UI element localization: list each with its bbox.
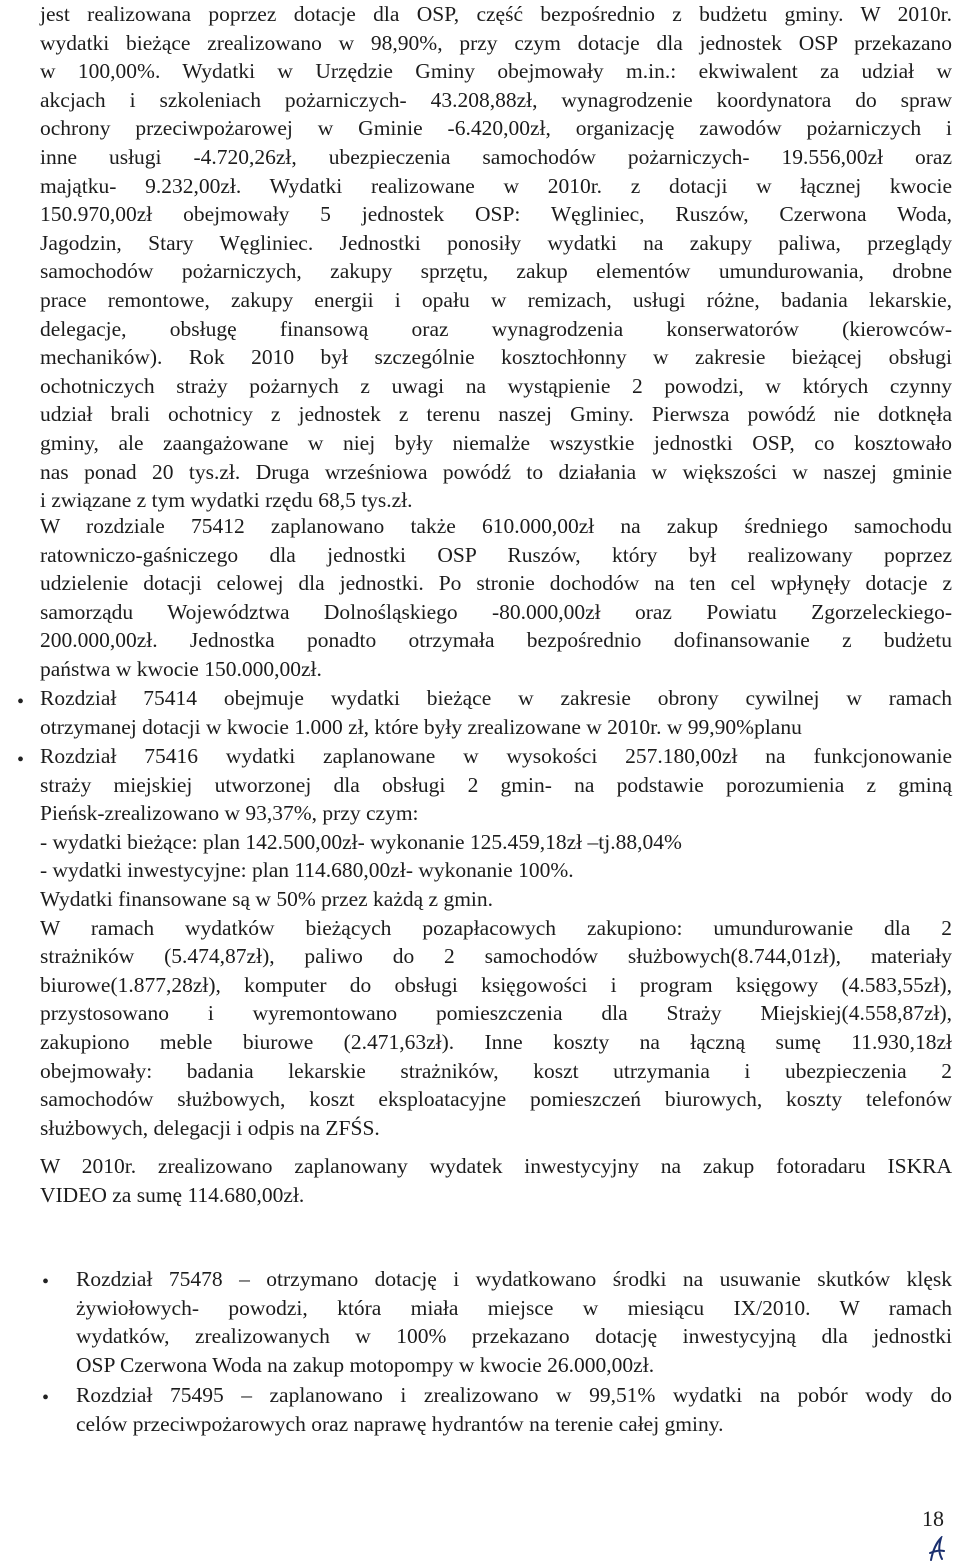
bullet-icon: • (17, 691, 25, 713)
text-line: służbowych, delegacji i odpis na ZFŚS. (40, 1115, 380, 1140)
bullet-icon: • (17, 749, 25, 771)
paragraph-rozdzial-75412 (40, 512, 952, 684)
text-line: przystosowano i wyremontowano pomieszczenia dla Straży Miejskiej(4.558,87zł), (40, 1001, 952, 1026)
text-line: biurowe(1.877,28zł), komputer do obsługi księgowości i program księgowy (4.583,55zł), (40, 972, 952, 997)
text-line: ochrony przeciwpożarowej w Gminie -6.420,00zł, organizację zawodów pożarniczych i (40, 116, 952, 141)
text-line: Rozdział 75416 wydatki zaplanowane w wysokości 257.180,00zł na funkcjonowanie (40, 744, 952, 768)
text-line: otrzymanej dotacji w kwocie 1.000 zł, które były zrealizowane w 2010r. w 99,90%planu (40, 714, 802, 739)
text-line: 200.000,00zł. Jednostka ponadto otrzymała bezpośrednio dofinansowanie z budżetu (40, 628, 952, 653)
text-line: samorządu Województwa Dolnośląskiego -80.000,00zł oraz Powiatu Zgorzeleckiego- (40, 599, 952, 624)
bullet-icon: • (42, 1387, 50, 1409)
text-line: wydatków, zrealizowanych w 100% przekazano dotację inwestycyjną dla jednostki (76, 1324, 952, 1349)
text-line: zakupiono meble biurowe (2.471,63zł). Inne koszty na łączną sumę 11.930,18zł (40, 1029, 952, 1054)
signature-mark-icon (926, 1536, 946, 1561)
text-line: Rozdział 75414 obejmuje wydatki bieżące w zakresie obrony cywilnej w ramach (40, 686, 952, 710)
text-line: W rozdziale 75412 zaplanowano także 610.000,00zł na zakup średniego samochodu (40, 514, 952, 538)
text-line: delegacje, obsługę finansową oraz wynagrodzenia konserwatorów (kierowców- (40, 316, 952, 341)
text-line: gminy, ale zaangażowane w niej były niemalże wszystkie jednostki OSP, co kosztowało (40, 430, 952, 455)
text-line: celów przeciwpożarowych oraz naprawę hydrantów na terenie całej gminy. (76, 1411, 724, 1436)
text-line: straży miejskiej utworzonej dla obsługi 2 gmin- na podstawie porozumienia z gminą (40, 772, 952, 797)
text-line: ratowniczo-gaśniczego dla jednostki OSP Ruszów, który był realizowany poprzez (40, 542, 952, 567)
text-line: wydatki bieżące zrealizowano w 98,90%, przy czym dotacje dla jednostek OSP przekazano (40, 30, 952, 55)
text-line: OSP Czerwona Woda na zakup motopompy w kwocie 26.000,00zł. (76, 1352, 655, 1377)
text-line: jest realizowana poprzez dotacje dla OSP, część bezpośrednio z budżetu gminy. W 2010r. (40, 2, 952, 26)
text-line: żywiołowych- powodzi, która miała miejsce w miesiącu IX/2010. W ramach (76, 1295, 952, 1320)
text-line: VIDEO za sumę 114.680,00zł. (40, 1182, 305, 1207)
text-line: obejmowały: badania lekarskie strażników, koszt utrzymania i ubezpieczenia 2 (40, 1058, 952, 1083)
bullet-icon: • (42, 1271, 50, 1293)
bullet-rozdzial-75478 (76, 1265, 952, 1379)
text-line: w 100,00%. Wydatki w Urzędzie Gminy obejmowały m.in.: ekwiwalent za udział w (40, 59, 952, 84)
bullet-rozdzial-75416 (40, 742, 952, 1142)
text-line: majątku- 9.232,00zł. Wydatki realizowane w 2010r. z dotacji w łącznej kwocie (40, 173, 952, 198)
text-line: samochodów służbowych, koszt eksploatacyjne pomieszczeń biurowych, koszty telefonów (40, 1087, 952, 1112)
text-line: udział brali ochotnicy z jednostek z terenu naszej Gminy. Pierwsza powódź nie dotknęła (40, 402, 952, 427)
text-line: 150.970,00zł obejmowały 5 jednostek OSP: Węgliniec, Ruszów, Czerwona Woda, (40, 202, 952, 227)
text-line: W ramach wydatków bieżących pozapłacowych zakupiono: umundurowanie dla 2 (40, 915, 952, 940)
text-line: ochotniczych straży pożarnych z uwagi na wystąpienie 2 powodzi, w których czynny (40, 373, 952, 398)
text-line: strażników (5.474,87zł), paliwo do 2 samochodów służbowych(8.744,01zł), materiały (40, 944, 952, 969)
text-line: inne usługi -4.720,26zł, ubezpieczenia samochodów pożarniczych- 19.556,00zł oraz (40, 144, 952, 169)
text-line: samochodów pożarniczych, zakupy sprzętu, zakup elementów umundurowania, drobne (40, 259, 952, 284)
text-line: - wydatki bieżące: plan 142.500,00zł- wykonanie 125.459,18zł –tj.88,04% (40, 829, 682, 854)
text-line: udzielenie dotacji celowej dla jednostki. Po stronie dochodów na ten cel wpłynęły dotacje z (40, 571, 952, 596)
text-line: nas ponad 20 tys.zł. Druga wrześniowa powódź to działania w większości w naszej gminie (40, 459, 952, 484)
text-line: prace remontowe, zakupy energii i opału w remizach, usługi różne, badania lekarskie, (40, 287, 952, 312)
bullet-rozdzial-75414 (40, 684, 952, 741)
paragraph-fotoradar (40, 1152, 952, 1209)
text-line: Jagodzin, Stary Węgliniec. Jednostki ponosiły wydatki na zakupy paliwa, przeglądy (40, 230, 952, 255)
text-line: Pieńsk-zrealizowano w 93,37%, przy czym: (40, 801, 419, 826)
text-line: Wydatki finansowane są w 50% przez każdą z gmin. (40, 886, 494, 911)
page-number: 18 (922, 1506, 944, 1531)
text-line: akcjach i szkoleniach pożarniczych- 43.208,88zł, wynagrodzenie koordynatora do spraw (40, 87, 952, 112)
text-line: W 2010r. zrealizowano zaplanowany wydatek inwestycyjny na zakup fotoradaru ISKRA (40, 1154, 952, 1178)
text-line: - wydatki inwestycyjne: plan 114.680,00zł- wykonanie 100%. (40, 858, 574, 883)
text-line: mechaników). Rok 2010 był szczególnie kosztochłonny w zakresie bieżącej obsługi (40, 345, 952, 370)
text-line: Rozdział 75478 – otrzymano dotację i wydatkowano środki na usuwanie skutków klęsk (76, 1267, 952, 1291)
text-line: państwa w kwocie 150.000,00zł. (40, 656, 322, 681)
paragraph-osp-expenses (40, 0, 952, 515)
text-line: Rozdział 75495 – zaplanowano i zrealizowano w 99,51% wydatki na pobór wody do (76, 1383, 952, 1407)
bullet-rozdzial-75495 (76, 1381, 952, 1438)
text-line: i związane z tym wydatki rzędu 68,5 tys.zł. (40, 488, 413, 513)
